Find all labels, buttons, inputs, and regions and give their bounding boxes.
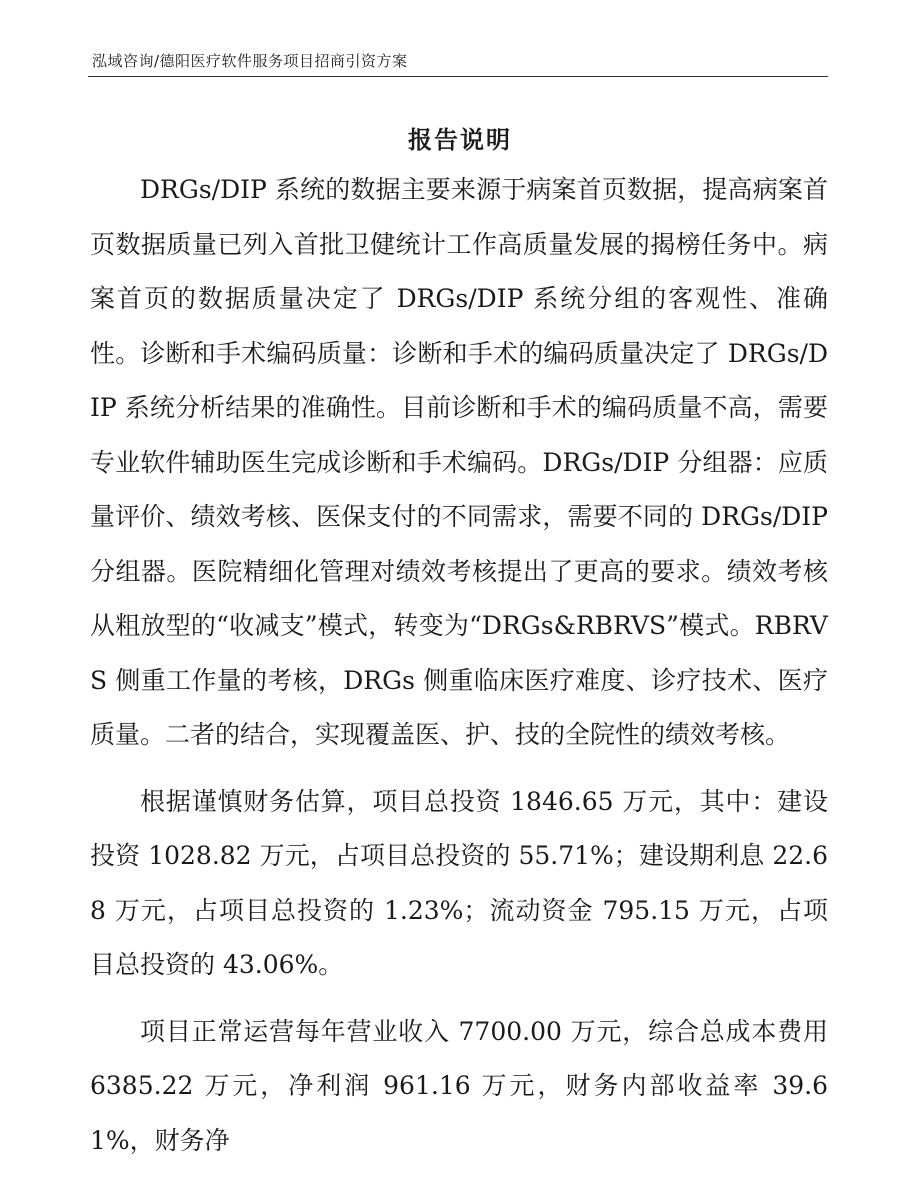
- page-title: 报告说明: [408, 126, 512, 154]
- header-divider: [88, 76, 828, 77]
- paragraph-drgs-dip-overview: DRGs/DIP 系统的数据主要来源于病案首页数据，提高病案首页数据质量已列入首批卫健统计工作高质量发展的揭榜任务中。病案首页的数据质量决定了 DRGs/DIP 系统分组的客观性、准确性。诊断和手术编码质量：诊断和手术的编码质量决定了 DRGs/DIP 系统分析结果的准确性。目前诊断和手术的编码质量不高，需要专业软件辅助医生完成诊断和手术编码。DRGs/DIP 分组器：应质量评价、绩效考核、医保支付的不同需求，需要不同的 DRGs/DIP 分组器。医院精细化管理对绩效考核提出了更高的要求。绩效考核从粗放型的“收减支”模式，转变为“DRGs&RBRVS”模式。RBRVS 侧重工作量的考核，DRGs 侧重临床医疗难度、诊疗技术、医疗质量。二者的结合，实现覆盖医、护、技的全院性的绩效考核。: [90, 175, 828, 749]
- running-header: 泓域咨询/德阳医疗软件服务项目招商引资方案: [92, 52, 408, 70]
- document-body: [90, 163, 828, 1168]
- paragraph-operating-revenue: 项目正常运营每年营业收入 7700.00 万元，综合总成本费用 6385.22 万元，净利润 961.16 万元，财务内部收益率 39.61%，财务净: [90, 1016, 828, 1155]
- paragraph-investment-estimate: 根据谨慎财务估算，项目总投资 1846.65 万元，其中：建设投资 1028.82 万元，占项目总投资的 55.71%；建设期利息 22.68 万元，占项目总投资的 1.23%；流动资金 795.15 万元，占项目总投资的 43.06%。: [90, 786, 828, 979]
